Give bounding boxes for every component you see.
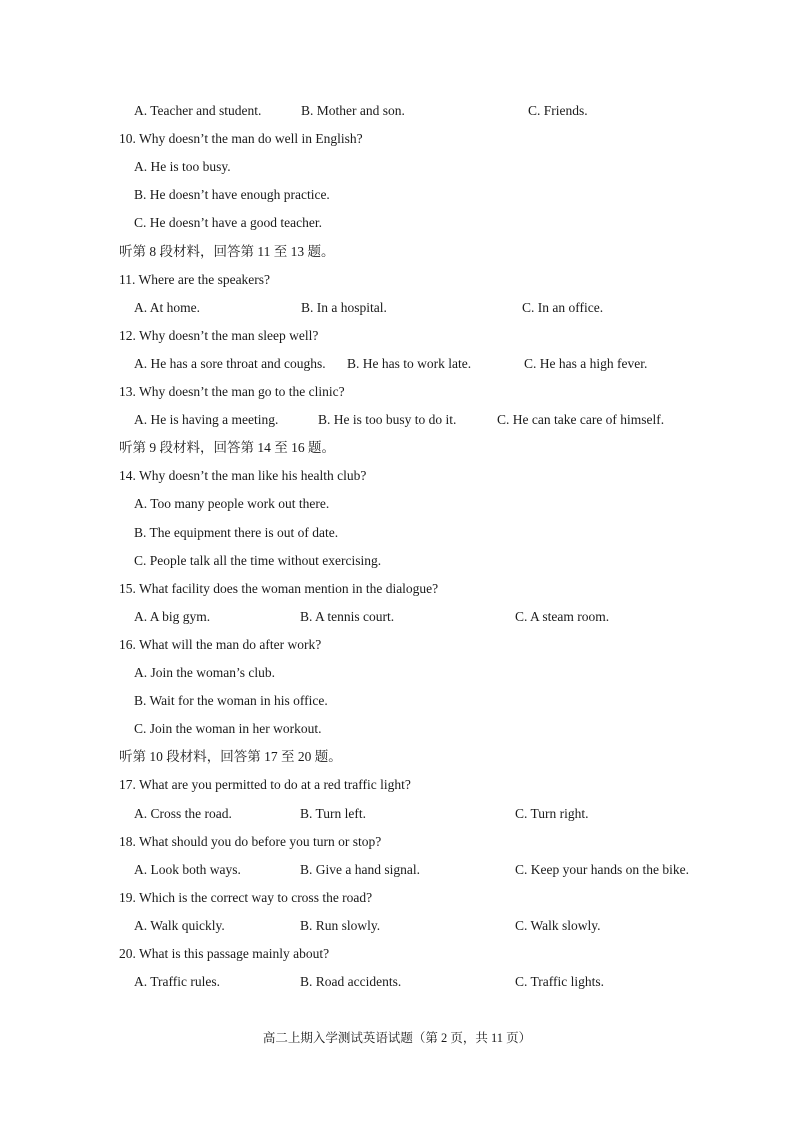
answer-option: A. He is too busy. xyxy=(134,159,231,174)
answer-option: B. He has to work late. xyxy=(347,356,472,371)
answer-option: A. Traffic rules. xyxy=(134,974,220,989)
answer-option: B. He doesn’t have enough practice. xyxy=(134,187,330,202)
question-text: 18. What should you do before you turn or stop? xyxy=(119,834,382,849)
page-footer: 高二上期入学测试英语试题（第 2 页，共 11 页） xyxy=(262,1031,532,1045)
answer-option: B. Give a hand signal. xyxy=(300,862,420,877)
question-text: 11. Where are the speakers? xyxy=(119,272,271,287)
answer-option: C. He doesn’t have a good teacher. xyxy=(134,215,322,230)
answer-option: B. Turn left. xyxy=(300,806,367,821)
answer-option: A. Cross the road. xyxy=(134,806,232,821)
answer-option: C. He can take care of himself. xyxy=(497,412,665,427)
answer-option: C. Traffic lights. xyxy=(515,974,605,989)
section-instruction: 听第 9 段材料，回答第 14 至 16 题。 xyxy=(119,440,335,455)
question-text: 17. What are you permitted to do at a red traffic light? xyxy=(119,777,411,792)
section-instruction: 听第 10 段材料，回答第 17 至 20 题。 xyxy=(119,749,342,764)
answer-option: A. A big gym. xyxy=(134,609,211,624)
answer-option: B. Wait for the woman in his office. xyxy=(134,693,328,708)
answer-option: B. Mother and son. xyxy=(301,103,405,118)
answer-option: B. In a hospital. xyxy=(301,300,387,315)
answer-option: B. Run slowly. xyxy=(300,918,381,933)
question-text: 16. What will the man do after work? xyxy=(119,637,322,652)
answer-option: C. Join the woman in her workout. xyxy=(134,721,322,736)
question-text: 12. Why doesn’t the man sleep well? xyxy=(119,328,319,343)
answer-option: A. Teacher and student. xyxy=(134,103,262,118)
answer-option: C. Keep your hands on the bike. xyxy=(515,862,689,877)
answer-option: B. A tennis court. xyxy=(300,609,395,624)
answer-option: C. People talk all the time without exercising. xyxy=(134,553,382,568)
answer-option: B. Road accidents. xyxy=(300,974,402,989)
answer-option: C. Walk slowly. xyxy=(515,918,601,933)
answer-option: C. In an office. xyxy=(522,300,604,315)
answer-option: C. A steam room. xyxy=(515,609,610,624)
question-text: 14. Why doesn’t the man like his health club? xyxy=(119,468,367,483)
answer-option: A. Walk quickly. xyxy=(134,918,225,933)
question-text: 15. What facility does the woman mention in the dialogue? xyxy=(119,581,439,596)
answer-option: A. At home. xyxy=(134,300,200,315)
question-text: 10. Why doesn’t the man do well in English? xyxy=(119,131,363,146)
answer-option: A. Look both ways. xyxy=(134,862,241,877)
answer-option: A. He is having a meeting. xyxy=(134,412,279,427)
answer-option: A. Join the woman’s club. xyxy=(134,665,275,680)
question-text: 13. Why doesn’t the man go to the clinic? xyxy=(119,384,345,399)
answer-option: C. Turn right. xyxy=(515,806,589,821)
question-text: 19. Which is the correct way to cross the road? xyxy=(119,890,373,905)
answer-option: C. Friends. xyxy=(528,103,588,118)
answer-option: B. He is too busy to do it. xyxy=(318,412,457,427)
section-instruction: 听第 8 段材料，回答第 11 至 13 题。 xyxy=(119,244,335,259)
answer-option: A. He has a sore throat and coughs. xyxy=(134,356,326,371)
answer-option: A. Too many people work out there. xyxy=(134,496,330,511)
answer-option: C. He has a high fever. xyxy=(524,356,648,371)
question-text: 20. What is this passage mainly about? xyxy=(119,946,330,961)
answer-option: B. The equipment there is out of date. xyxy=(134,525,339,540)
